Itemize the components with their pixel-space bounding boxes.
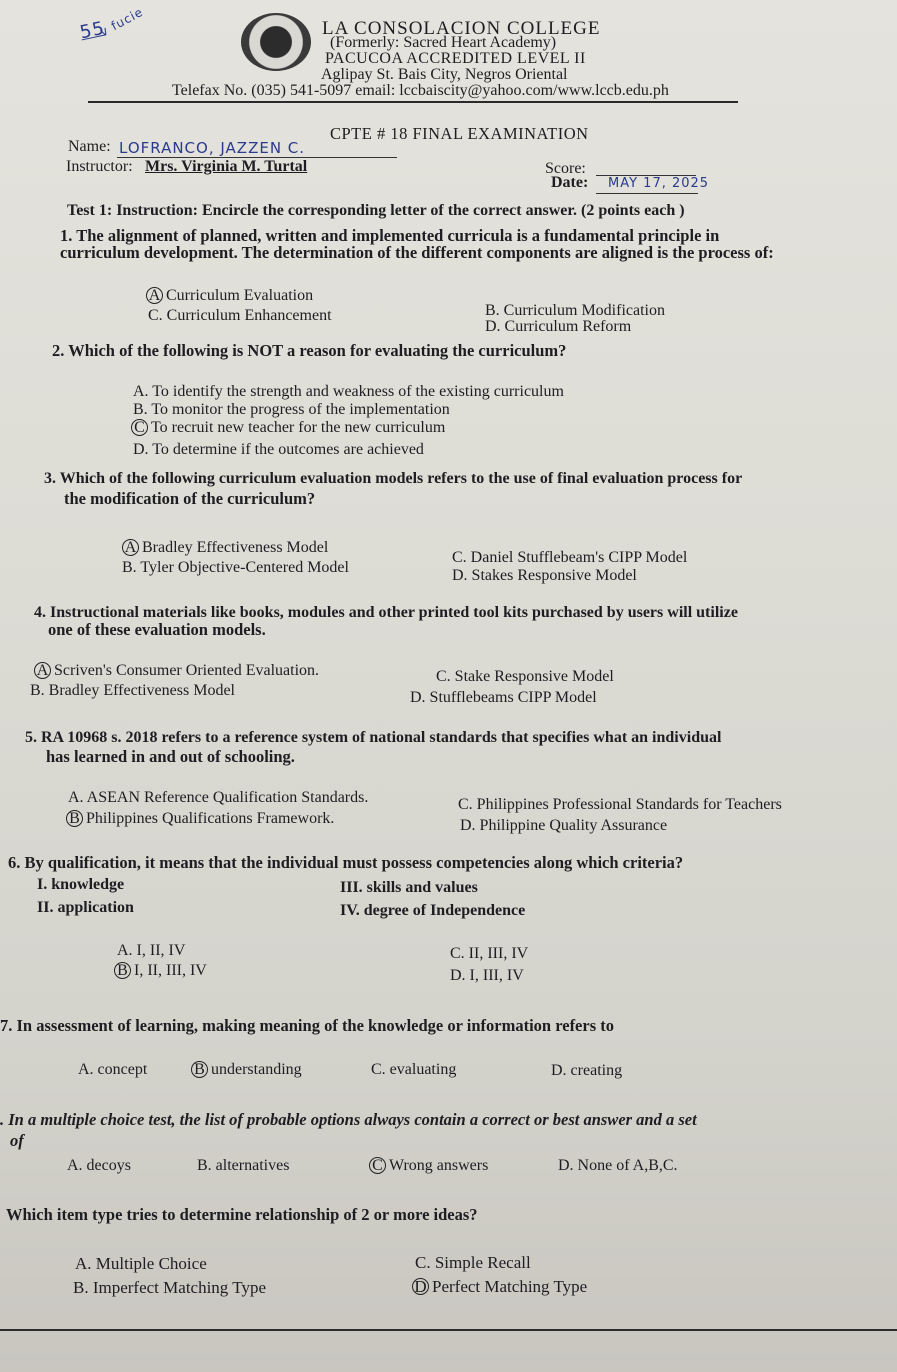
corner-score: 55 <box>78 17 107 44</box>
question-9-line-1: Which item type tries to determine relationship of 2 or more ideas? <box>6 1205 478 1224</box>
question-1-line-1: 1. The alignment of planned, written and implemented curricula is a fundamental principle in <box>60 226 720 245</box>
q6-criterion-3: III. skills and values <box>340 879 478 896</box>
q6-option-b[interactable]: B I, II, III, IV <box>114 962 207 980</box>
q6-criterion-1: I. knowledge <box>37 876 125 893</box>
answer-circle: B <box>66 810 83 827</box>
question-8-line-2: of <box>10 1131 24 1150</box>
q5-option-b[interactable]: B Philippines Qualifications Framework. <box>66 810 334 828</box>
q6-option-d[interactable]: D. I, III, IV <box>450 967 524 984</box>
college-address: Aglipay St. Bais City, Negros Oriental <box>321 66 568 83</box>
college-name: LA CONSOLACION COLLEGE <box>322 18 601 39</box>
college-accreditation: PACUCOA ACCREDITED LEVEL II <box>325 50 586 67</box>
instruction-text: Test 1: Instruction: Encircle the corresponding letter of the correct answer. (2 points each ) <box>67 202 685 219</box>
answer-circle: A <box>122 539 139 556</box>
q4-option-b[interactable]: B. Bradley Effectiveness Model <box>30 682 235 699</box>
q8-option-b[interactable]: B. alternatives <box>197 1157 290 1174</box>
q7-option-a[interactable]: A. concept <box>78 1061 148 1078</box>
q7-option-d[interactable]: D. creating <box>551 1062 623 1079</box>
q9-option-d[interactable]: D Perfect Matching Type <box>412 1277 587 1297</box>
question-3-line-1: 3. Which of the following curriculum evaluation models refers to the use of final evaluation process for <box>44 470 743 487</box>
q7-option-b[interactable]: B understanding <box>191 1061 302 1079</box>
date-label: Date: <box>551 174 589 191</box>
q3-option-d[interactable]: D. Stakes Responsive Model <box>452 567 637 584</box>
date-line <box>596 193 698 194</box>
q4-option-c[interactable]: C. Stake Responsive Model <box>436 668 614 685</box>
question-7-line-1: 7. In assessment of learning, making meaning of the knowledge or information refers to <box>0 1016 614 1035</box>
q9-option-b[interactable]: B. Imperfect Matching Type <box>73 1278 266 1297</box>
answer-circle: C <box>369 1157 386 1174</box>
q9-option-c[interactable]: C. Simple Recall <box>415 1253 531 1272</box>
q8-option-d[interactable]: D. None of A,B,C. <box>558 1157 678 1174</box>
answer-circle: C <box>131 419 148 436</box>
name-value: LOFRANCO, JAZZEN C. <box>119 139 306 157</box>
instructor-label: Instructor: <box>66 158 133 175</box>
question-5-line-2: has learned in and out of schooling. <box>46 747 295 766</box>
q4-option-d[interactable]: D. Stufflebeams CIPP Model <box>410 689 597 706</box>
exam-title: CPTE # 18 FINAL EXAMINATION <box>330 124 589 143</box>
q8-option-a[interactable]: A. decoys <box>67 1157 131 1174</box>
q3-option-a[interactable]: A Bradley Effectiveness Model <box>122 539 328 557</box>
question-1-line-2: curriculum development. The determination of the different components are aligned is the process of: <box>60 243 774 262</box>
college-contact: Telefax No. (035) 541-5097 email: lccbaiscity@yahoo.com/www.lccb.edu.ph <box>172 82 669 99</box>
corner-note: v fucie <box>97 4 146 40</box>
college-formerly: (Formerly: Sacred Heart Academy) <box>330 34 557 51</box>
q8-option-c[interactable]: C Wrong answers <box>369 1157 488 1175</box>
q1-option-b[interactable]: B. Curriculum Modification <box>485 302 665 319</box>
bottom-divider <box>0 1329 897 1331</box>
date-value: MAY 17, 2025 <box>608 176 710 191</box>
q3-option-b[interactable]: B. Tyler Objective-Centered Model <box>122 559 349 576</box>
header-divider <box>88 101 738 103</box>
q5-option-d[interactable]: D. Philippine Quality Assurance <box>460 817 668 834</box>
q6-criterion-4: IV. degree of Independence <box>340 902 526 919</box>
question-6-line-1: 6. By qualification, it means that the individual must possess competencies along which criteria? <box>8 853 684 872</box>
q3-option-c[interactable]: C. Daniel Stufflebeam's CIPP Model <box>452 549 688 566</box>
answer-circle: D <box>412 1278 429 1295</box>
q2-option-d[interactable]: D. To determine if the outcomes are achieved <box>133 441 424 458</box>
question-4-line-2: one of these evaluation models. <box>48 620 266 639</box>
college-seal <box>241 13 311 71</box>
question-8-line-1: . In a multiple choice test, the list of probable options always contain a correct or best answer and a set <box>0 1110 697 1129</box>
q2-option-b[interactable]: B. To monitor the progress of the implementation <box>133 401 450 418</box>
answer-circle: A <box>34 662 51 679</box>
q5-option-a[interactable]: A. ASEAN Reference Qualification Standards. <box>68 789 369 806</box>
q4-option-a[interactable]: A Scriven's Consumer Oriented Evaluation. <box>34 662 319 680</box>
q1-option-c[interactable]: C. Curriculum Enhancement <box>148 307 332 324</box>
q6-option-a[interactable]: A. I, II, IV <box>117 942 186 959</box>
q2-option-a[interactable]: A. To identify the strength and weakness of the existing curriculum <box>133 383 564 400</box>
q1-option-d[interactable]: D. Curriculum Reform <box>485 318 632 335</box>
question-2-line-1: 2. Which of the following is NOT a reason for evaluating the curriculum? <box>52 341 567 360</box>
q6-option-c[interactable]: C. II, III, IV <box>450 945 529 962</box>
q6-criterion-2: II. application <box>37 899 134 916</box>
q1-option-a[interactable]: A Curriculum Evaluation <box>146 287 313 305</box>
question-4-line-1: 4. Instructional materials like books, modules and other printed tool kits purchased by users will utilize <box>34 604 738 621</box>
question-5-line-1: 5. RA 10968 s. 2018 refers to a reference system of national standards that specifies what an individual <box>25 729 722 746</box>
answer-circle: B <box>191 1061 208 1078</box>
instructor-value: Mrs. Virginia M. Turtal <box>145 158 308 175</box>
q5-option-c[interactable]: C. Philippines Professional Standards for Teachers <box>458 796 782 813</box>
q7-option-c[interactable]: C. evaluating <box>371 1061 457 1078</box>
answer-circle: A <box>146 287 163 304</box>
q9-option-a[interactable]: A. Multiple Choice <box>75 1254 207 1273</box>
score-label: Score: <box>545 160 586 177</box>
answer-circle: B <box>114 962 131 979</box>
question-3-line-2: the modification of the curriculum? <box>64 489 316 508</box>
q2-option-c[interactable]: C To recruit new teacher for the new curriculum <box>131 419 445 437</box>
name-label: Name: <box>68 138 111 155</box>
